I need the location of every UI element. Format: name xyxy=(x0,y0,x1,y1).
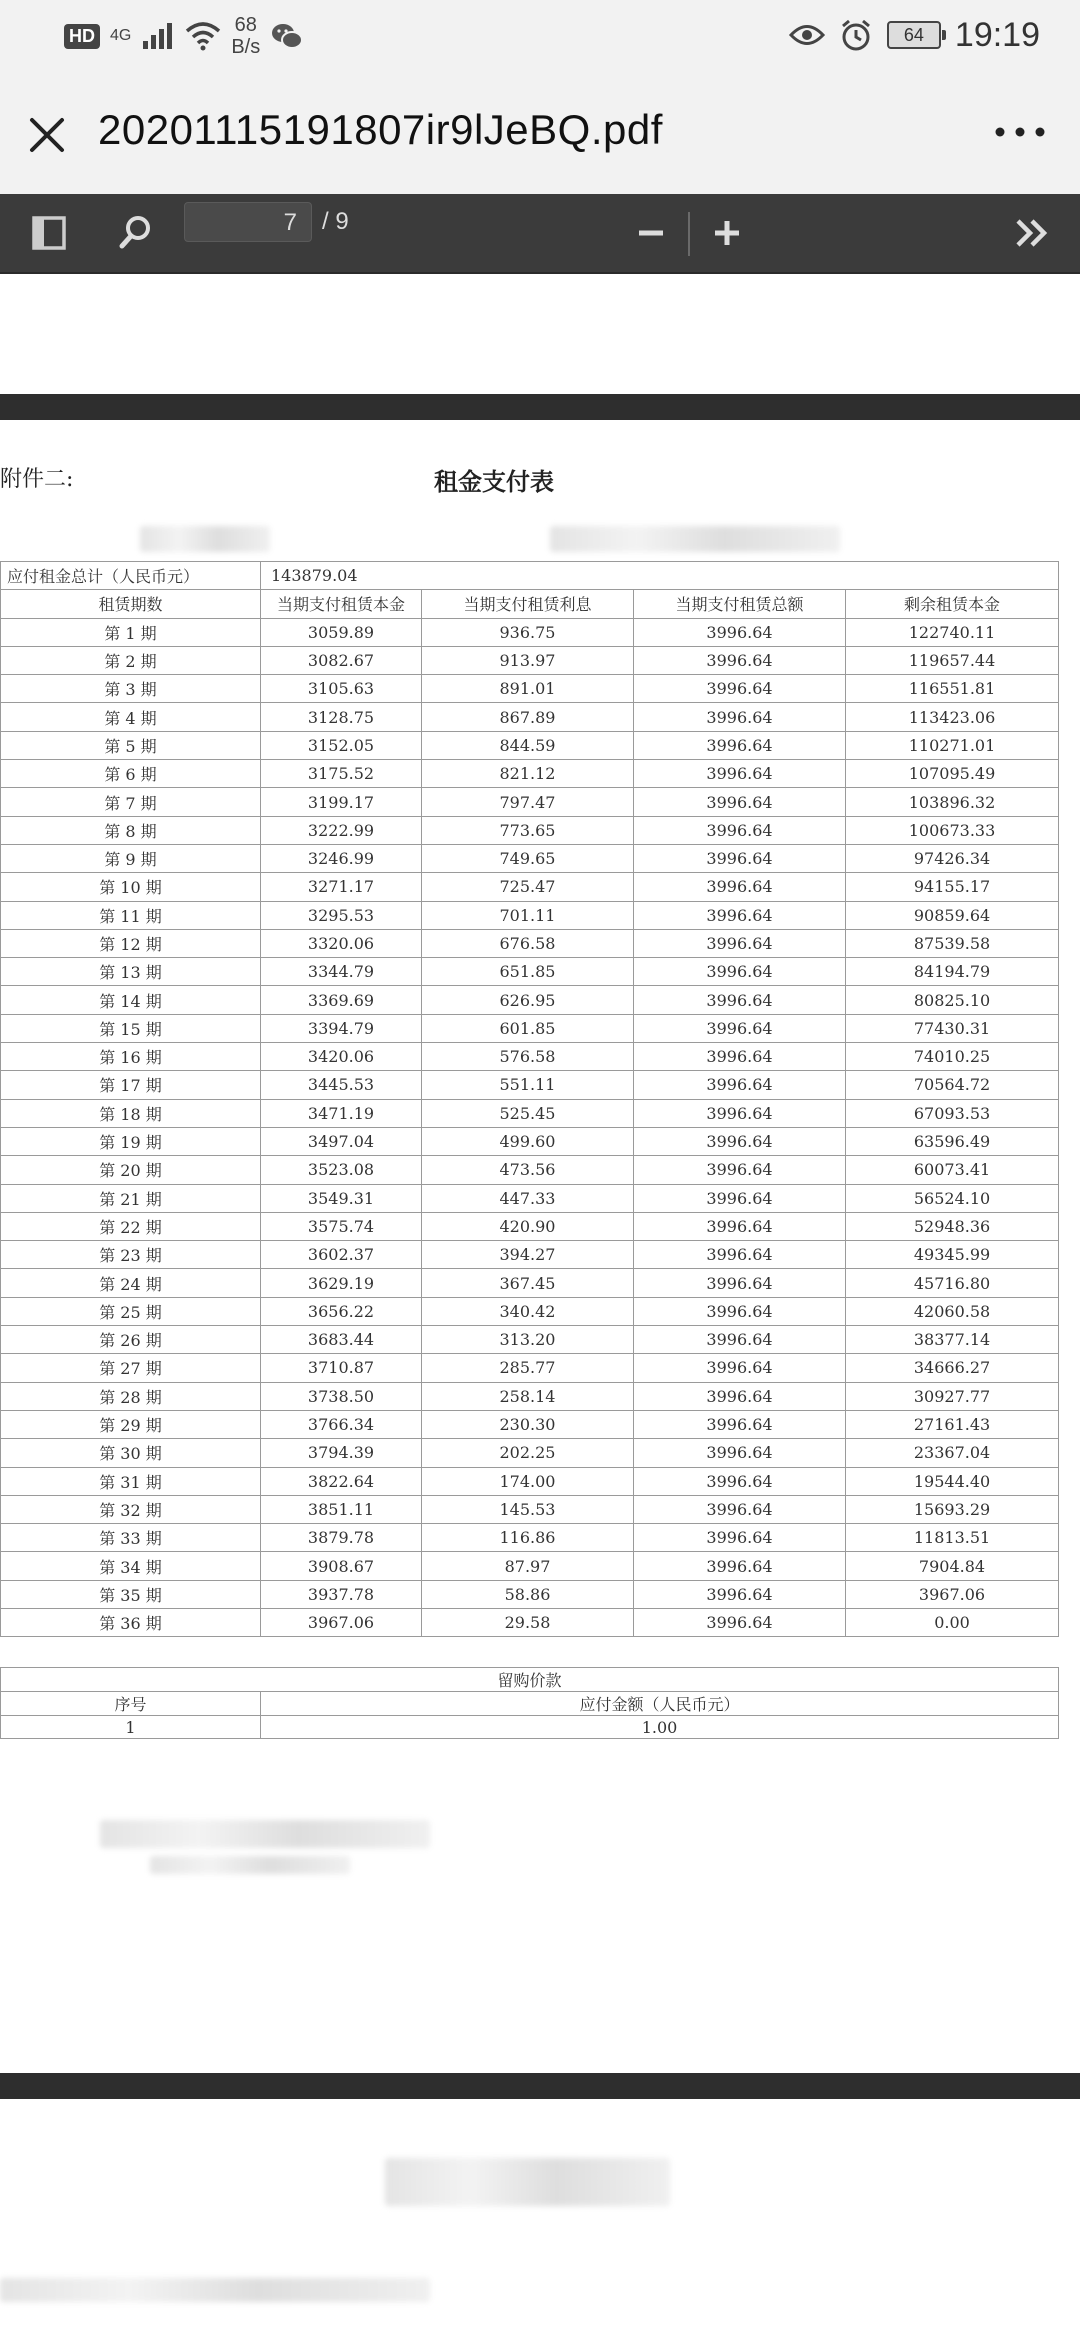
table-cell: 第 10 期 xyxy=(1,873,261,901)
table-row xyxy=(1,1495,1059,1523)
table-row xyxy=(1,1241,1059,1269)
table-row xyxy=(1,675,1059,703)
page-number-input[interactable]: 7 xyxy=(184,202,312,242)
table-cell: 891.01 xyxy=(422,675,634,703)
table-cell: 84194.79 xyxy=(846,958,1059,986)
table-cell: 3996.64 xyxy=(634,788,846,816)
table-cell: 258.14 xyxy=(422,1382,634,1410)
table-cell: 3996.64 xyxy=(634,1524,846,1552)
buyout-col-seq: 序号 xyxy=(1,1692,261,1716)
table-cell: 3344.79 xyxy=(261,958,422,986)
table-cell: 3996.64 xyxy=(634,618,846,646)
table-cell: 285.77 xyxy=(422,1354,634,1382)
search-icon[interactable] xyxy=(108,206,162,260)
table-cell: 第 3 期 xyxy=(1,675,261,703)
table-cell: 110271.01 xyxy=(846,731,1059,759)
table-cell: 3908.67 xyxy=(261,1552,422,1580)
table-cell: 3996.64 xyxy=(634,1212,846,1240)
table-cell: 87539.58 xyxy=(846,929,1059,957)
sidebar-toggle-icon[interactable] xyxy=(22,206,76,260)
buyout-col-amount: 应付金额（人民币元） xyxy=(261,1692,1059,1716)
table-cell: 3738.50 xyxy=(261,1382,422,1410)
table-cell: 122740.11 xyxy=(846,618,1059,646)
rent-schedule-table xyxy=(0,561,1059,1637)
table-row xyxy=(1,1326,1059,1354)
zoom-out-icon[interactable] xyxy=(624,206,678,260)
buyout-amount: 1.00 xyxy=(261,1716,1059,1739)
table-cell: 3851.11 xyxy=(261,1495,422,1523)
table-cell: 116551.81 xyxy=(846,675,1059,703)
page-separator xyxy=(0,394,1080,420)
table-cell: 3602.37 xyxy=(261,1241,422,1269)
table-row xyxy=(1,646,1059,674)
table-row xyxy=(1,1354,1059,1382)
column-header: 当期支付租赁本金 xyxy=(261,590,422,618)
table-cell: 3996.64 xyxy=(634,1014,846,1042)
table-cell: 3996.64 xyxy=(634,1439,846,1467)
table-cell: 3996.64 xyxy=(634,1467,846,1495)
table-cell: 3996.64 xyxy=(634,986,846,1014)
table-cell: 3629.19 xyxy=(261,1269,422,1297)
table-row xyxy=(1,1467,1059,1495)
table-cell: 3996.64 xyxy=(634,703,846,731)
table-cell: 3967.06 xyxy=(261,1608,422,1636)
table-cell: 3996.64 xyxy=(634,1354,846,1382)
table-row xyxy=(1,1269,1059,1297)
table-cell: 394.27 xyxy=(422,1241,634,1269)
table-cell: 100673.33 xyxy=(846,816,1059,844)
table-row xyxy=(1,958,1059,986)
table-cell: 499.60 xyxy=(422,1127,634,1155)
more-options-icon[interactable] xyxy=(990,112,1050,152)
table-cell: 58.86 xyxy=(422,1580,634,1608)
redacted-text xyxy=(140,526,270,552)
table-cell: 3996.64 xyxy=(634,1099,846,1127)
table-cell: 3246.99 xyxy=(261,844,422,872)
table-cell: 3445.53 xyxy=(261,1071,422,1099)
table-cell: 3996.64 xyxy=(634,844,846,872)
table-cell: 45716.80 xyxy=(846,1269,1059,1297)
table-cell: 0.00 xyxy=(846,1608,1059,1636)
table-cell: 3523.08 xyxy=(261,1156,422,1184)
pdf-toolbar xyxy=(0,194,1080,274)
alarm-icon xyxy=(839,18,873,52)
table-cell: 3471.19 xyxy=(261,1099,422,1127)
speed-value: 68 xyxy=(234,14,257,36)
table-cell: 340.42 xyxy=(422,1297,634,1325)
table-row xyxy=(1,1524,1059,1552)
table-cell: 29.58 xyxy=(422,1608,634,1636)
page-separator xyxy=(0,2073,1080,2099)
buyout-table xyxy=(0,1667,1059,1739)
table-cell: 3497.04 xyxy=(261,1127,422,1155)
table-cell: 525.45 xyxy=(422,1099,634,1127)
table-cell: 3082.67 xyxy=(261,646,422,674)
total-row xyxy=(1,562,1059,590)
table-cell: 60073.41 xyxy=(846,1156,1059,1184)
table-row xyxy=(1,703,1059,731)
table-cell: 3710.87 xyxy=(261,1354,422,1382)
table-cell: 3996.64 xyxy=(634,1156,846,1184)
table-cell: 367.45 xyxy=(422,1269,634,1297)
table-cell: 113423.06 xyxy=(846,703,1059,731)
table-cell: 第 8 期 xyxy=(1,816,261,844)
total-label: 应付租金总计（人民币元） xyxy=(1,562,261,590)
table-cell: 第 16 期 xyxy=(1,1043,261,1071)
column-header: 剩余租赁本金 xyxy=(846,590,1059,618)
table-cell: 3549.31 xyxy=(261,1184,422,1212)
table-row xyxy=(1,760,1059,788)
table-row xyxy=(1,816,1059,844)
table-cell: 3879.78 xyxy=(261,1524,422,1552)
table-cell: 第 36 期 xyxy=(1,1608,261,1636)
table-cell: 626.95 xyxy=(422,986,634,1014)
table-row xyxy=(1,1552,1059,1580)
table-cell: 116.86 xyxy=(422,1524,634,1552)
table-cell: 3656.22 xyxy=(261,1297,422,1325)
table-cell: 3996.64 xyxy=(634,1326,846,1354)
table-row xyxy=(1,1184,1059,1212)
table-cell: 773.65 xyxy=(422,816,634,844)
table-cell: 701.11 xyxy=(422,901,634,929)
table-cell: 174.00 xyxy=(422,1467,634,1495)
table-row xyxy=(1,901,1059,929)
eye-icon xyxy=(789,22,825,48)
table-cell: 3996.64 xyxy=(634,1410,846,1438)
table-cell: 3996.64 xyxy=(634,731,846,759)
page-total: / 9 xyxy=(322,208,349,235)
table-cell: 676.58 xyxy=(422,929,634,957)
table-cell: 3996.64 xyxy=(634,1071,846,1099)
table-cell: 3996.64 xyxy=(634,1184,846,1212)
table-row xyxy=(1,731,1059,759)
buyout-data-row xyxy=(1,1716,1059,1739)
network-type: 4G xyxy=(110,27,132,44)
table-cell: 867.89 xyxy=(422,703,634,731)
table-cell: 15693.29 xyxy=(846,1495,1059,1523)
table-cell: 797.47 xyxy=(422,788,634,816)
table-cell: 38377.14 xyxy=(846,1326,1059,1354)
table-cell: 3175.52 xyxy=(261,760,422,788)
table-cell: 725.47 xyxy=(422,873,634,901)
table-cell: 3996.64 xyxy=(634,675,846,703)
buyout-header-row xyxy=(1,1692,1059,1716)
table-cell: 第 25 期 xyxy=(1,1297,261,1325)
table-row xyxy=(1,1156,1059,1184)
table-cell: 第 19 期 xyxy=(1,1127,261,1155)
table-cell: 77430.31 xyxy=(846,1014,1059,1042)
table-cell: 第 1 期 xyxy=(1,618,261,646)
table-cell: 90859.64 xyxy=(846,901,1059,929)
table-row xyxy=(1,844,1059,872)
table-row xyxy=(1,1043,1059,1071)
redacted-text xyxy=(0,2278,430,2302)
table-cell: 936.75 xyxy=(422,618,634,646)
redacted-text xyxy=(100,1820,430,1848)
status-right xyxy=(789,12,1040,58)
file-title: 20201115191807ir9lJeBQ.pdf xyxy=(98,106,663,153)
close-icon[interactable] xyxy=(22,110,72,160)
table-cell: 3996.64 xyxy=(634,873,846,901)
table-cell: 74010.25 xyxy=(846,1043,1059,1071)
signal-icon xyxy=(141,21,175,51)
table-cell: 3996.64 xyxy=(634,1241,846,1269)
table-cell: 3683.44 xyxy=(261,1326,422,1354)
table-cell: 3996.64 xyxy=(634,1269,846,1297)
table-cell: 第 34 期 xyxy=(1,1552,261,1580)
table-cell: 19544.40 xyxy=(846,1467,1059,1495)
redacted-text xyxy=(550,526,840,552)
buyout-seq: 1 xyxy=(1,1716,261,1739)
table-cell: 420.90 xyxy=(422,1212,634,1240)
table-cell: 第 31 期 xyxy=(1,1467,261,1495)
table-cell: 3996.64 xyxy=(634,1608,846,1636)
table-row xyxy=(1,1127,1059,1155)
table-cell: 202.25 xyxy=(422,1439,634,1467)
table-cell: 3222.99 xyxy=(261,816,422,844)
table-cell: 913.97 xyxy=(422,646,634,674)
document-title: 租金支付表 xyxy=(434,467,554,496)
table-cell: 3152.05 xyxy=(261,731,422,759)
table-cell: 27161.43 xyxy=(846,1410,1059,1438)
table-cell: 34666.27 xyxy=(846,1354,1059,1382)
table-cell: 3369.69 xyxy=(261,986,422,1014)
table-row xyxy=(1,873,1059,901)
table-cell: 第 13 期 xyxy=(1,958,261,986)
table-cell: 第 9 期 xyxy=(1,844,261,872)
table-cell: 844.59 xyxy=(422,731,634,759)
wifi-icon xyxy=(185,21,221,51)
table-cell: 551.11 xyxy=(422,1071,634,1099)
table-cell: 473.56 xyxy=(422,1156,634,1184)
zoom-in-icon[interactable] xyxy=(700,206,754,260)
table-cell: 447.33 xyxy=(422,1184,634,1212)
table-cell: 30927.77 xyxy=(846,1382,1059,1410)
table-cell: 第 32 期 xyxy=(1,1495,261,1523)
app-bar xyxy=(0,70,1080,194)
table-cell: 3295.53 xyxy=(261,901,422,929)
table-row xyxy=(1,986,1059,1014)
table-cell: 3996.64 xyxy=(634,929,846,957)
buyout-title: 留购价款 xyxy=(1,1668,1059,1692)
table-cell: 第 15 期 xyxy=(1,1014,261,1042)
speed-unit: B/s xyxy=(231,36,261,58)
table-cell: 第 17 期 xyxy=(1,1071,261,1099)
table-cell: 第 11 期 xyxy=(1,901,261,929)
table-cell: 3766.34 xyxy=(261,1410,422,1438)
table-cell: 3996.64 xyxy=(634,646,846,674)
table-cell: 3320.06 xyxy=(261,929,422,957)
network-speed xyxy=(231,14,260,58)
table-cell: 821.12 xyxy=(422,760,634,788)
table-cell: 第 2 期 xyxy=(1,646,261,674)
table-cell: 第 21 期 xyxy=(1,1184,261,1212)
table-cell: 42060.58 xyxy=(846,1297,1059,1325)
table-cell: 3794.39 xyxy=(261,1439,422,1467)
table-cell: 第 26 期 xyxy=(1,1326,261,1354)
table-cell: 第 5 期 xyxy=(1,731,261,759)
table-cell: 67093.53 xyxy=(846,1099,1059,1127)
table-cell: 第 29 期 xyxy=(1,1410,261,1438)
table-cell: 119657.44 xyxy=(846,646,1059,674)
table-row xyxy=(1,1382,1059,1410)
total-value: 143879.04 xyxy=(261,562,1059,590)
table-cell: 103896.32 xyxy=(846,788,1059,816)
table-cell: 第 14 期 xyxy=(1,986,261,1014)
column-header: 租赁期数 xyxy=(1,590,261,618)
table-cell: 3996.64 xyxy=(634,1297,846,1325)
hd-badge: HD xyxy=(64,24,100,49)
clock: 19:19 xyxy=(954,15,1040,54)
table-cell: 94155.17 xyxy=(846,873,1059,901)
table-cell: 3059.89 xyxy=(261,618,422,646)
table-row xyxy=(1,1439,1059,1467)
column-header: 当期支付租赁总额 xyxy=(634,590,846,618)
table-cell: 23367.04 xyxy=(846,1439,1059,1467)
table-cell: 3996.64 xyxy=(634,1043,846,1071)
table-cell: 3128.75 xyxy=(261,703,422,731)
wechat-icon xyxy=(270,21,304,51)
buyout-title-row xyxy=(1,1668,1059,1692)
table-cell: 第 24 期 xyxy=(1,1269,261,1297)
table-cell: 第 4 期 xyxy=(1,703,261,731)
table-cell: 80825.10 xyxy=(846,986,1059,1014)
table-cell: 3394.79 xyxy=(261,1014,422,1042)
zoom-divider xyxy=(688,212,690,256)
table-cell: 749.65 xyxy=(422,844,634,872)
table-cell: 第 23 期 xyxy=(1,1241,261,1269)
tools-expand-icon[interactable] xyxy=(1006,206,1060,260)
table-row xyxy=(1,1297,1059,1325)
table-cell: 第 22 期 xyxy=(1,1212,261,1240)
table-cell: 3996.64 xyxy=(634,1495,846,1523)
table-cell: 313.20 xyxy=(422,1326,634,1354)
table-cell: 49345.99 xyxy=(846,1241,1059,1269)
table-cell: 651.85 xyxy=(422,958,634,986)
table-cell: 3996.64 xyxy=(634,816,846,844)
table-cell: 230.30 xyxy=(422,1410,634,1438)
table-cell: 3420.06 xyxy=(261,1043,422,1071)
table-row xyxy=(1,1099,1059,1127)
table-cell: 第 6 期 xyxy=(1,760,261,788)
status-left xyxy=(64,14,304,58)
table-cell: 3967.06 xyxy=(846,1580,1059,1608)
table-cell: 601.85 xyxy=(422,1014,634,1042)
table-row xyxy=(1,1071,1059,1099)
table-row xyxy=(1,1410,1059,1438)
table-cell: 97426.34 xyxy=(846,844,1059,872)
table-cell: 3996.64 xyxy=(634,901,846,929)
table-cell: 70564.72 xyxy=(846,1071,1059,1099)
table-cell: 3937.78 xyxy=(261,1580,422,1608)
table-cell: 3199.17 xyxy=(261,788,422,816)
table-row xyxy=(1,1580,1059,1608)
table-cell: 3575.74 xyxy=(261,1212,422,1240)
table-cell: 7904.84 xyxy=(846,1552,1059,1580)
table-cell: 576.58 xyxy=(422,1043,634,1071)
table-header-row xyxy=(1,590,1059,618)
table-cell: 3996.64 xyxy=(634,1552,846,1580)
table-cell: 3996.64 xyxy=(634,958,846,986)
table-cell: 第 33 期 xyxy=(1,1524,261,1552)
table-row xyxy=(1,618,1059,646)
table-row xyxy=(1,929,1059,957)
battery-indicator: 64 xyxy=(887,21,941,49)
table-cell: 3271.17 xyxy=(261,873,422,901)
table-cell: 3822.64 xyxy=(261,1467,422,1495)
column-header: 当期支付租赁利息 xyxy=(422,590,634,618)
table-cell: 第 12 期 xyxy=(1,929,261,957)
table-cell: 3996.64 xyxy=(634,1127,846,1155)
table-row xyxy=(1,1014,1059,1042)
annex-label: 附件二: xyxy=(0,467,74,492)
table-row xyxy=(1,788,1059,816)
table-cell: 3996.64 xyxy=(634,760,846,788)
table-cell: 第 18 期 xyxy=(1,1099,261,1127)
table-cell: 第 27 期 xyxy=(1,1354,261,1382)
table-cell: 87.97 xyxy=(422,1552,634,1580)
table-row xyxy=(1,1212,1059,1240)
table-cell: 3996.64 xyxy=(634,1580,846,1608)
table-cell: 11813.51 xyxy=(846,1524,1059,1552)
table-cell: 56524.10 xyxy=(846,1184,1059,1212)
table-row xyxy=(1,1608,1059,1636)
table-cell: 107095.49 xyxy=(846,760,1059,788)
table-cell: 63596.49 xyxy=(846,1127,1059,1155)
redacted-text xyxy=(385,2158,670,2206)
status-bar xyxy=(0,0,1080,70)
table-cell: 第 35 期 xyxy=(1,1580,261,1608)
table-cell: 第 7 期 xyxy=(1,788,261,816)
table-cell: 52948.36 xyxy=(846,1212,1059,1240)
table-cell: 第 28 期 xyxy=(1,1382,261,1410)
redacted-text xyxy=(150,1856,350,1874)
table-cell: 3996.64 xyxy=(634,1382,846,1410)
table-cell: 145.53 xyxy=(422,1495,634,1523)
table-cell: 第 20 期 xyxy=(1,1156,261,1184)
table-cell: 第 30 期 xyxy=(1,1439,261,1467)
table-cell: 3105.63 xyxy=(261,675,422,703)
